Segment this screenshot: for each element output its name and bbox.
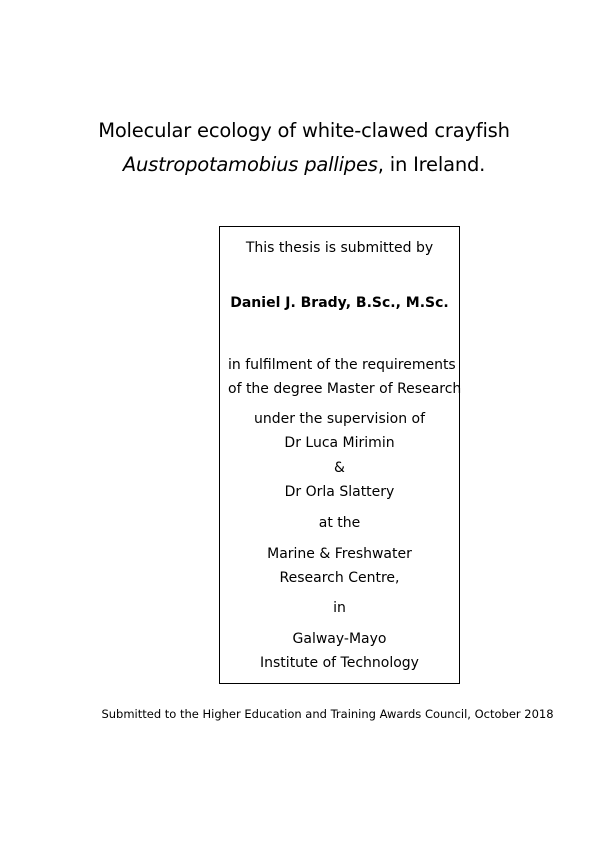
at-the-text: at the [318,515,361,531]
thesis-title-line2 [0,148,608,182]
centre-line1: Marine & Freshwater [267,546,412,562]
supervision-text: under the supervision of [253,411,426,427]
title-line2-rest: , in Ireland. [377,153,486,176]
institute-line2: Institute of Technology [260,655,419,671]
institute-line1: Galway-Mayo [292,631,387,647]
centre-line2: Research Centre, [279,570,400,586]
author-name: Daniel J. Brady, B.Sc., M.Sc. [230,295,449,311]
species-name: Austropotamobius pallipes [122,153,378,176]
submission-footer: Submitted to the Higher Education and Training Awards Council, October 2018 [101,707,554,721]
submission-details-box [219,226,460,684]
ampersand: & [334,460,345,476]
submitted-by-text: This thesis is submitted by [245,240,434,256]
thesis-title-line1: Molecular ecology of white-clawed crayfish [98,119,510,142]
supervisor-1: Dr Luca Mirimin [284,435,395,451]
in-text: in [333,600,346,616]
fulfilment-line1: in fulfilment of the requirements [228,357,456,373]
fulfilment-line2: of the degree Master of Research [228,381,462,397]
supervisor-2: Dr Orla Slattery [284,484,395,500]
